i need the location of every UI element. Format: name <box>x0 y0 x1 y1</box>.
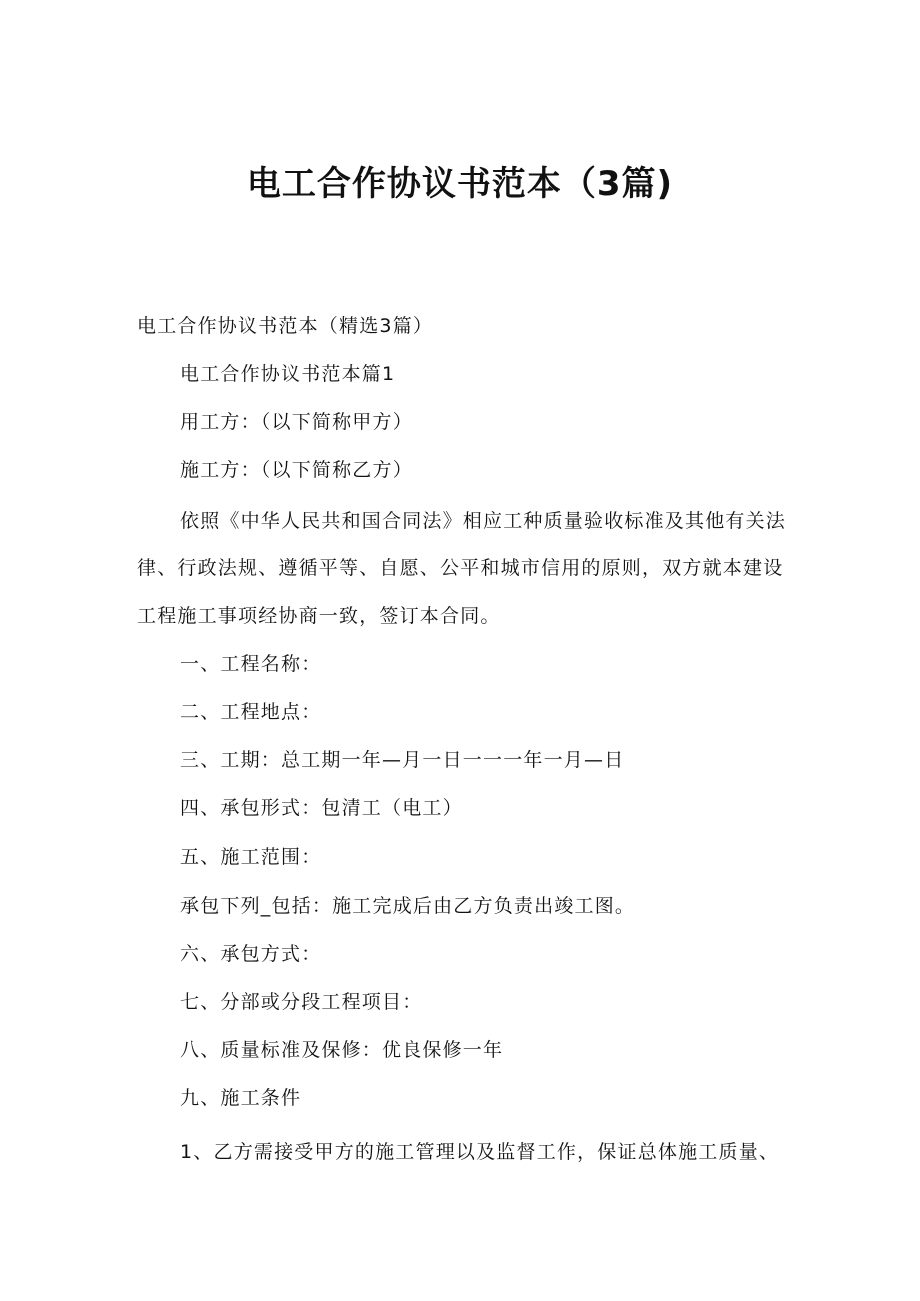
section-heading-line: 电工合作协议书范本篇1 <box>180 363 396 385</box>
clause-line: 承包下列_包括：施工完成后由乙方负责出竣工图。 <box>180 895 636 917</box>
employer-line: 用工方：（以下简称甲方） <box>180 411 413 433</box>
clause-line: 一、工程名称： <box>180 653 322 675</box>
clause-line: 1、乙方需接受甲方的施工管理以及监督工作，保证总体施工质量、 <box>180 1141 780 1163</box>
paragraph-line: 工程施工事项经协商一致，签订本合同。 <box>137 605 501 627</box>
clause-line: 二、工程地点： <box>180 701 322 723</box>
clause-line: 六、承包方式： <box>180 943 322 965</box>
clause-line: 四、承包形式：包清工（电工） <box>180 797 463 819</box>
paragraph-line: 依照《中华人民共和国合同法》相应工种质量验收标准及其他有关法 <box>180 510 787 532</box>
clause-line: 五、施工范围： <box>180 846 322 868</box>
clause-line: 七、分部或分段工程项目： <box>180 991 423 1013</box>
subtitle-line: 电工合作协议书范本（精选3篇） <box>137 315 434 337</box>
clause-line: 八、质量标准及保修：优良保修一年 <box>180 1039 504 1061</box>
paragraph-line: 律、行政法规、遵循平等、自愿、公平和城市信用的原则，双方就本建设 <box>137 557 784 579</box>
clause-line: 三、工期：总工期一年—月一日一一一年一月—日 <box>180 749 625 771</box>
document-title: 电工合作协议书范本（3篇) <box>246 164 674 204</box>
clause-line: 九、施工条件 <box>180 1087 302 1109</box>
contractor-line: 施工方：（以下简称乙方） <box>180 459 413 481</box>
